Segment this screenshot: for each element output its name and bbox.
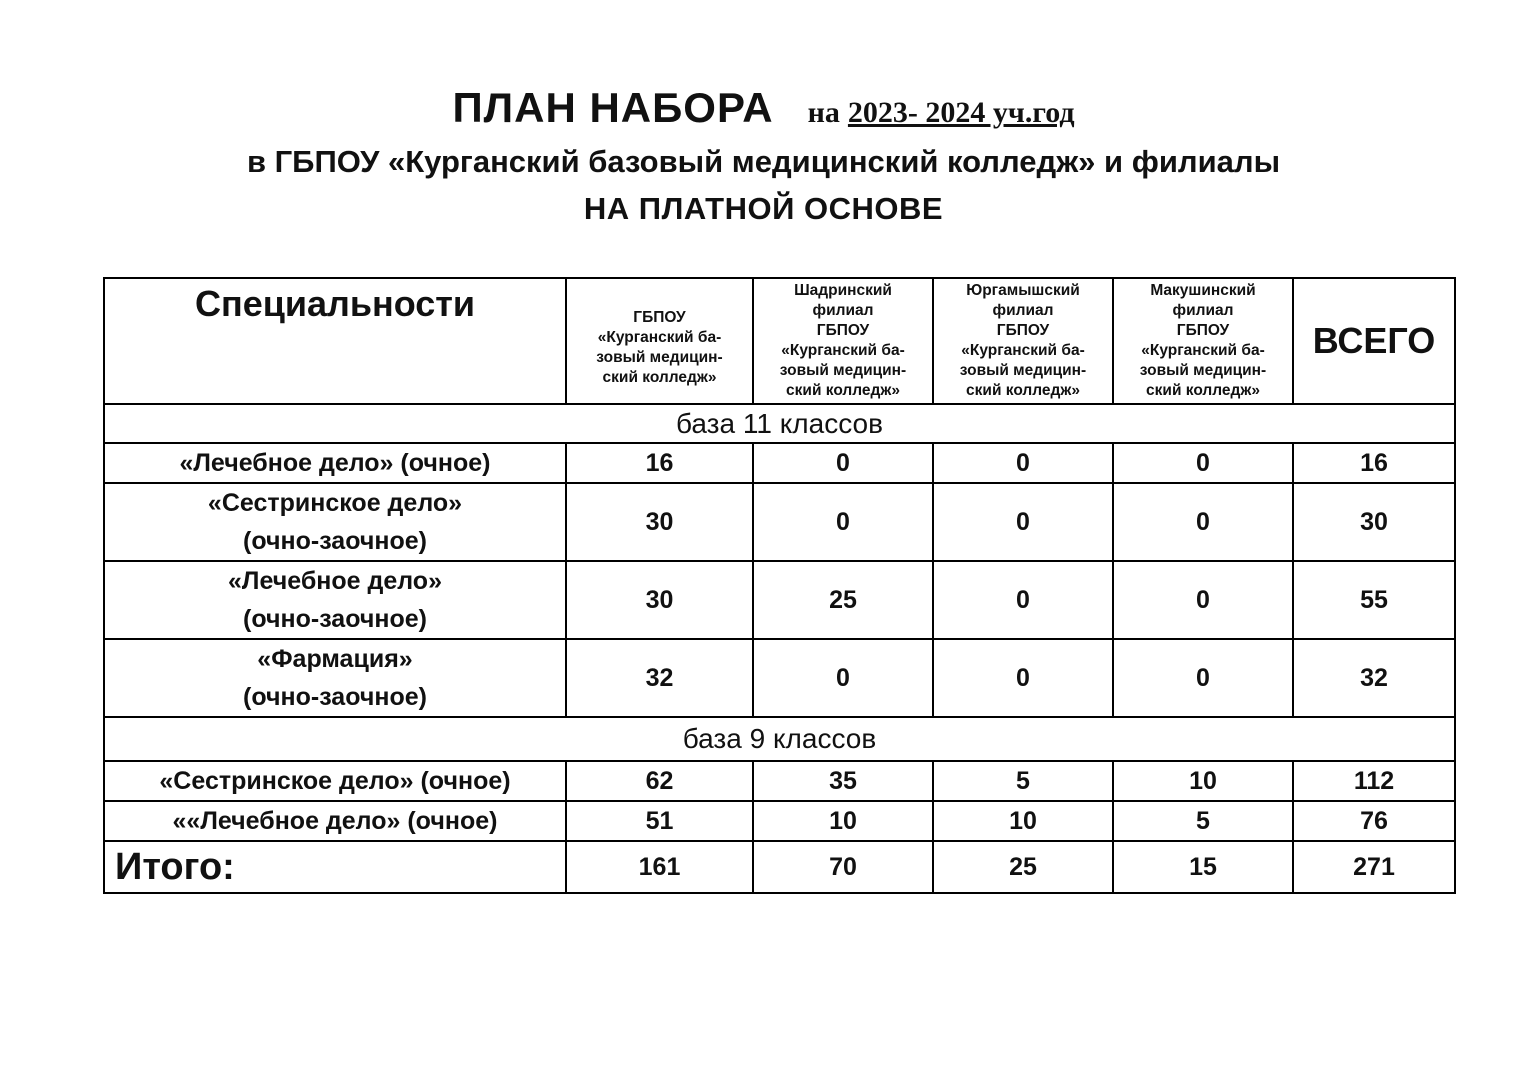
- title-year: 2023- 2024 уч.год: [847, 96, 1075, 129]
- table-header-row: [104, 278, 1455, 404]
- header-col-makushino-line: Макушинский: [1150, 282, 1256, 299]
- header-col-makushino-line: зовый медицин-: [1139, 362, 1267, 379]
- header-col-yurgamysh-line: филиал: [992, 302, 1054, 319]
- value-cell: 0: [933, 639, 1113, 717]
- header-col-makushino: [1113, 278, 1293, 404]
- table-row: [104, 443, 1455, 483]
- specialty-name: [104, 483, 566, 561]
- itogo-total: 271: [1293, 841, 1455, 893]
- value-cell: 10: [753, 801, 933, 841]
- header-col-shadrinsk-line: ГБПОУ: [816, 322, 870, 339]
- section-label: база 9 классов: [104, 717, 1455, 761]
- value-cell: 35: [753, 761, 933, 801]
- value-cell: 0: [1113, 483, 1293, 561]
- itogo-row: [104, 841, 1455, 893]
- header-col-main-line: зовый медицин-: [596, 349, 723, 366]
- value-cell: 16: [566, 443, 753, 483]
- table-row: [104, 561, 1455, 639]
- itogo-label: Итого:: [104, 841, 566, 893]
- specialty-name: «Сестринское дело» (очное): [104, 761, 566, 801]
- value-cell: 0: [753, 639, 933, 717]
- header-col-main-line: ГБПОУ: [633, 309, 686, 326]
- value-cell: 0: [753, 483, 933, 561]
- itogo-value: 15: [1113, 841, 1293, 893]
- specialty-name: «Лечебное дело» (очное): [104, 443, 566, 483]
- total-cell: 30: [1293, 483, 1455, 561]
- title-institution: в ГБПОУ «Курганский базовый медицинский колледж» и филиалы: [246, 144, 1281, 179]
- total-cell: 76: [1293, 801, 1455, 841]
- value-cell: 0: [1113, 443, 1293, 483]
- header-col-shadrinsk-line: филиал: [812, 302, 874, 319]
- header-col-yurgamysh-line: ский колледж»: [966, 382, 1080, 399]
- value-cell: 5: [933, 761, 1113, 801]
- header-col-main: [566, 278, 753, 404]
- itogo-value: 25: [933, 841, 1113, 893]
- section-row-11: [104, 404, 1455, 443]
- table-row: [104, 639, 1455, 717]
- specialty-name-line: «Сестринское дело»: [207, 489, 463, 517]
- header-col-yurgamysh-line: «Курганский ба-: [961, 342, 1085, 359]
- total-cell: 32: [1293, 639, 1455, 717]
- header-col-yurgamysh: [933, 278, 1113, 404]
- value-cell: 0: [933, 443, 1113, 483]
- value-cell: 10: [933, 801, 1113, 841]
- value-cell: 0: [933, 561, 1113, 639]
- specialty-name-line: (очно-заочное): [243, 605, 427, 633]
- section-row-9: [104, 717, 1455, 761]
- header-col-shadrinsk-line: ский колледж»: [786, 382, 900, 399]
- value-cell: 62: [566, 761, 753, 801]
- value-cell: 30: [566, 561, 753, 639]
- specialty-name: [104, 561, 566, 639]
- header-col-makushino-line: ГБПОУ: [1176, 322, 1230, 339]
- header-total: ВСЕГО: [1293, 278, 1455, 404]
- value-cell: 0: [933, 483, 1113, 561]
- header-col-makushino-line: ский колледж»: [1146, 382, 1260, 399]
- value-cell: 5: [1113, 801, 1293, 841]
- specialty-name-line: (очно-заочное): [243, 527, 427, 555]
- section-label: база 11 классов: [104, 404, 1455, 443]
- header-col-shadrinsk: [753, 278, 933, 404]
- specialty-name: [104, 639, 566, 717]
- header-col-makushino-line: филиал: [1172, 302, 1234, 319]
- itogo-value: 161: [566, 841, 753, 893]
- specialty-name-line: «Фармация»: [257, 645, 413, 673]
- value-cell: 30: [566, 483, 753, 561]
- header-col-yurgamysh-line: Юргамышский: [966, 282, 1080, 299]
- header-col-main-line: ский колледж»: [602, 369, 717, 386]
- table-row: [104, 483, 1455, 561]
- header-col-makushino-line: «Курганский ба-: [1141, 342, 1265, 359]
- header-col-main-line: «Курганский ба-: [597, 329, 722, 346]
- header-col-yurgamysh-line: зовый медицин-: [959, 362, 1087, 379]
- total-cell: 55: [1293, 561, 1455, 639]
- itogo-value: 70: [753, 841, 933, 893]
- value-cell: 10: [1113, 761, 1293, 801]
- header-specialties: Специальности: [104, 278, 566, 404]
- value-cell: 0: [1113, 561, 1293, 639]
- header-col-shadrinsk-line: Шадринский: [794, 282, 892, 299]
- specialty-name-line: «Лечебное дело»: [228, 567, 442, 595]
- table-row: [104, 801, 1455, 841]
- total-cell: 112: [1293, 761, 1455, 801]
- title-na: на: [807, 96, 840, 129]
- title-basis: НА ПЛАТНОЙ ОСНОВЕ: [583, 191, 944, 226]
- enrollment-table: [103, 277, 1456, 894]
- specialty-name-line: (очно-заочное): [243, 683, 427, 711]
- header-col-shadrinsk-line: зовый медицин-: [779, 362, 907, 379]
- specialty-name: ««Лечебное дело» (очное): [104, 801, 566, 841]
- header-col-shadrinsk-line: «Курганский ба-: [781, 342, 905, 359]
- value-cell: 0: [1113, 639, 1293, 717]
- value-cell: 32: [566, 639, 753, 717]
- value-cell: 25: [753, 561, 933, 639]
- value-cell: 0: [753, 443, 933, 483]
- value-cell: 51: [566, 801, 753, 841]
- header-col-yurgamysh-line: ГБПОУ: [996, 322, 1050, 339]
- title-main: ПЛАН НАБОРА: [452, 84, 774, 131]
- document-title: [0, 84, 1527, 132]
- total-cell: 16: [1293, 443, 1455, 483]
- table-row: [104, 761, 1455, 801]
